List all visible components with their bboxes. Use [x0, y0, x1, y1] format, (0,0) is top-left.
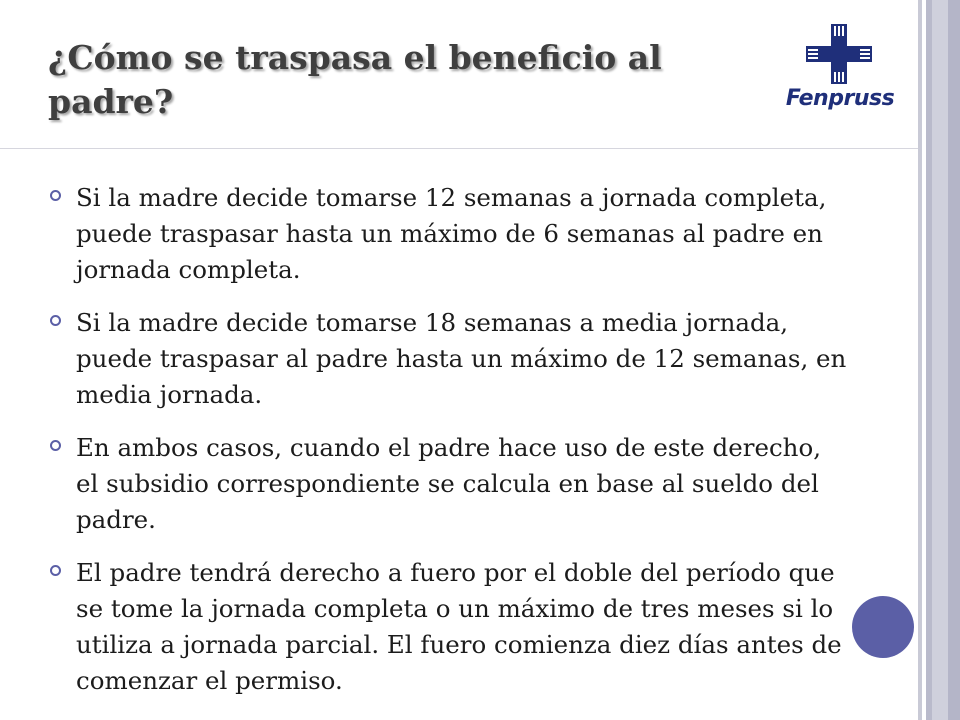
bullet-circle-icon — [50, 565, 61, 576]
decorative-stripe — [948, 0, 960, 720]
bullet-text: Si la madre decide tomarse 12 semanas a jornada completa, puede traspasar hasta un máximo de 6 semanas al padre en jornada completa. — [76, 183, 827, 284]
slide-title: ¿Cómo se traspasa el beneficio al padre? — [48, 38, 662, 121]
bullet-text: El padre tendrá derecho a fuero por el doble del período que se tome la jornada completa o un máximo de tres meses si lo utiliza a jornada parcial. El fuero comienza diez días antes de comenzar el permiso. — [76, 558, 842, 695]
decorative-stripe — [932, 0, 948, 720]
list-item — [48, 305, 848, 413]
list-item — [48, 180, 848, 288]
bullet-circle-icon — [50, 440, 61, 451]
decorative-circle — [852, 596, 914, 658]
bullet-circle-icon — [50, 315, 61, 326]
title-divider — [0, 148, 918, 149]
bullet-list — [48, 180, 848, 716]
bullet-text: En ambos casos, cuando el padre hace uso de este derecho, el subsidio correspondiente se calcula en base al sueldo del padre. — [76, 433, 821, 534]
logo-text: Fenpruss — [785, 86, 895, 111]
list-item — [48, 555, 848, 699]
bullet-circle-icon — [50, 190, 61, 201]
cross-hands-icon — [806, 24, 872, 84]
fenpruss-logo — [776, 24, 906, 114]
bullet-text: Si la madre decide tomarse 18 semanas a media jornada, puede traspasar al padre hasta un máximo de 12 semanas, en media jornada. — [76, 308, 847, 409]
list-item — [48, 430, 848, 538]
